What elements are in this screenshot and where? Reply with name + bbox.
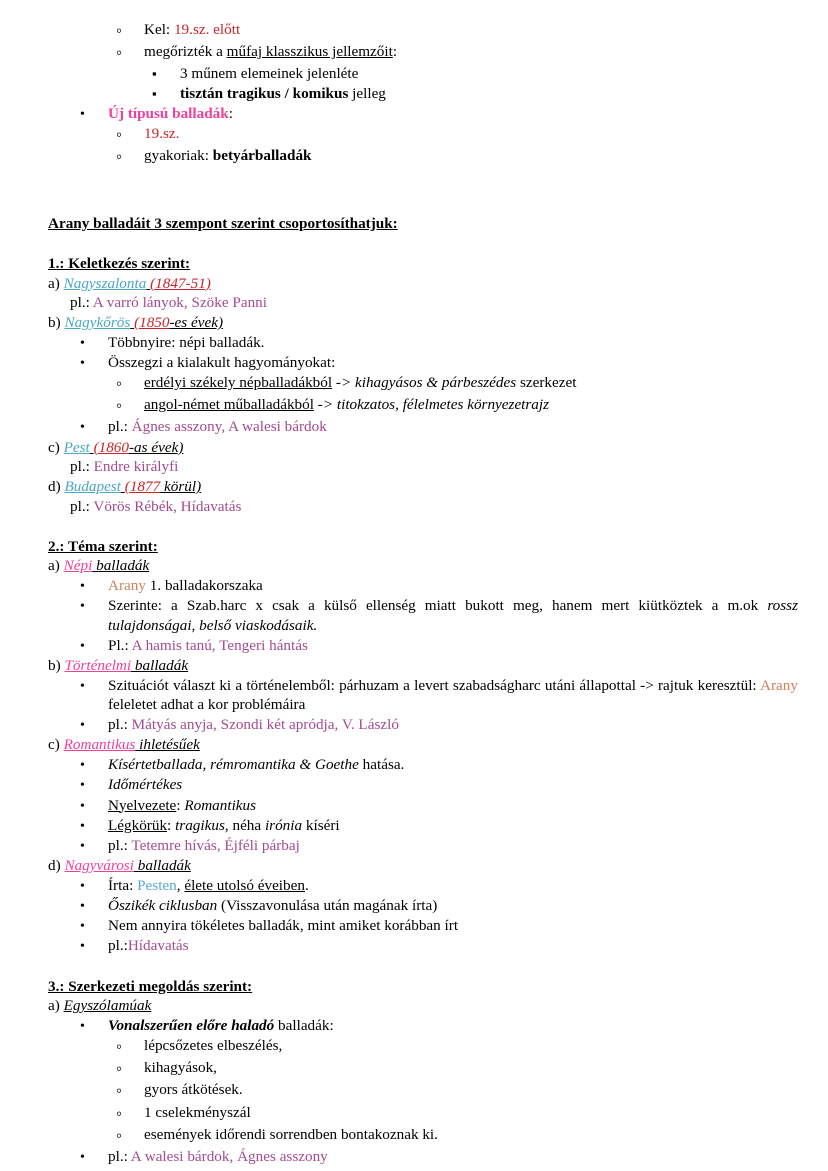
- author-name: Arany: [108, 577, 146, 595]
- disc-bullet-icon: [80, 916, 108, 936]
- place-name: Nagyszalonta: [63, 274, 147, 292]
- year-rest: -es évek): [169, 314, 224, 332]
- pl-label: Pl.:: [108, 636, 132, 654]
- pl-label: pl.:: [108, 716, 132, 734]
- list-item: [116, 373, 798, 395]
- pl-label: pl.:: [108, 836, 132, 854]
- list-item: [80, 353, 798, 373]
- bullet-text: Többnyire: népi balladák.: [108, 333, 265, 351]
- section1-item-d: [48, 477, 798, 497]
- pl-value: A hamis tanú, Tengeri hántás: [131, 636, 308, 654]
- bullet-rest: 1. balladakorszaka: [145, 577, 263, 595]
- main-heading: Arany balladáit 3 szempont szerint csoportosíthatjuk:: [48, 215, 398, 233]
- mood-label: Légkörük: [108, 816, 168, 834]
- year-rest: körül): [160, 478, 202, 496]
- disc-bullet-icon: [80, 836, 108, 856]
- section1-item-c: [48, 438, 798, 458]
- top-fragment: [48, 20, 798, 168]
- type-rest: balladák: [133, 857, 191, 875]
- spacer: [48, 957, 798, 977]
- sep: :: [176, 796, 185, 814]
- uj-item-2-bold: betyárballadák: [212, 146, 312, 164]
- section1-d-example: [70, 497, 798, 517]
- list-item: [116, 1058, 798, 1080]
- circle-bullet-icon: [116, 42, 144, 64]
- pl-label: pl.:: [70, 458, 94, 476]
- influence-italic: Kísértetballada, rémromantika & Goethe: [108, 756, 359, 774]
- megoriztek-prefix: megőrizték a: [144, 43, 227, 61]
- section2-heading: 2.: Téma szerint:: [48, 537, 158, 555]
- section1-a-example: [70, 293, 798, 313]
- language-value: Romantikus: [184, 796, 257, 814]
- marker: b): [48, 656, 61, 674]
- sub-item-2-rest: jelleg: [348, 84, 386, 102]
- section3-heading: 3.: Szerkezeti megoldás szerint:: [48, 977, 253, 995]
- megoriztek-underlined: műfaj klasszikus jellemzőit: [226, 43, 393, 61]
- section2-item-a: [48, 556, 798, 576]
- sub-item: gyors átkötések.: [144, 1081, 243, 1099]
- language-label: Nyelvezete: [108, 796, 177, 814]
- circle-bullet-icon: [116, 1125, 144, 1147]
- circle-bullet-icon: [116, 146, 144, 168]
- marker: a): [48, 274, 60, 292]
- kel-value: 19.sz. előtt: [173, 21, 241, 38]
- list-item: [80, 755, 798, 775]
- meter-italic: Időmértékes: [108, 776, 183, 794]
- sep: :: [167, 816, 176, 834]
- section1-heading: 1.: Keletkezés szerint:: [48, 254, 191, 272]
- long-post: feleletet adhat a kor problémáira: [108, 696, 306, 714]
- year-range: (1847-51): [150, 274, 211, 292]
- pl-value: Endre királyfi: [93, 458, 179, 476]
- disc-bullet-icon: [80, 596, 108, 616]
- place-name: Nagykőrös: [64, 314, 131, 332]
- type-rest: balladák: [92, 557, 150, 575]
- marker: d): [48, 857, 61, 875]
- long-pre: Szituációt választ ki a történelemből: párhuzam a levert szabadságharc utáni állapottal -> rajtuk keresztül:: [108, 676, 761, 694]
- marker: a): [48, 557, 60, 575]
- wrote-mid: ,: [176, 876, 185, 894]
- marker: a): [48, 997, 60, 1015]
- list-item: [152, 84, 798, 104]
- pl-value: Ágnes asszony, A walesi bárdok: [131, 418, 327, 436]
- section1-item-a: [48, 274, 798, 294]
- disc-bullet-icon: [80, 876, 108, 896]
- disc-bullet-icon: [80, 353, 108, 373]
- section3-item-a: [48, 996, 798, 1016]
- list-item: [116, 1036, 798, 1058]
- marker: d): [48, 478, 61, 496]
- bullet-text: Nem annyira tökéletes balladák, mint amiket korábban írt: [108, 917, 459, 935]
- list-item: [116, 1125, 798, 1147]
- author-name: Arany: [760, 676, 798, 694]
- list-item: [116, 1103, 798, 1125]
- disc-bullet-icon: [80, 104, 108, 124]
- bullet-text: Összegzi a kialakult hagyományokat:: [108, 354, 336, 371]
- circle-bullet-icon: [116, 1058, 144, 1080]
- list-item: [80, 916, 798, 936]
- structure-bold: Vonalszerűen előre haladó: [108, 1017, 275, 1035]
- pl-label: pl.:: [108, 418, 132, 436]
- cycle-italic: Őszikék ciklusban: [108, 897, 218, 914]
- disc-bullet-icon: [80, 676, 108, 696]
- type-name: Romantikus: [63, 736, 136, 754]
- square-bullet-icon: [152, 64, 180, 84]
- circle-bullet-icon: [116, 124, 144, 146]
- sub-item-1: 3 műnem elemeinek jelenléte: [180, 65, 359, 83]
- circle-bullet-icon: [116, 1080, 144, 1102]
- pl-value: A varró lányok, Szöke Panni: [92, 294, 268, 312]
- list-item: [116, 1080, 798, 1102]
- section1-item-b: [48, 313, 798, 333]
- disc-bullet-icon: [80, 775, 108, 795]
- place-name: Budapest: [64, 478, 121, 496]
- uj-item-1: 19.sz.: [144, 124, 180, 142]
- spacer: [48, 168, 798, 214]
- type-name: Történelmi: [64, 656, 132, 674]
- sub-item: lépcsőzetes elbeszélés,: [144, 1037, 283, 1055]
- pl-value: Hídavatás: [127, 937, 189, 955]
- type-name: Nagyvárosi: [64, 857, 134, 875]
- circle-bullet-icon: [116, 1036, 144, 1058]
- disc-bullet-icon: [80, 936, 108, 956]
- list-item: [80, 636, 798, 656]
- type-rest: ihletésűek: [135, 736, 200, 754]
- kel-label: Kel:: [144, 21, 171, 38]
- pl-value: Tetemre hívás, Éjféli párbaj: [131, 836, 300, 854]
- circle-bullet-icon: [116, 20, 144, 42]
- source-italic: kihagyásos & párbeszédes: [355, 374, 517, 392]
- list-item: [80, 816, 798, 836]
- mood-mid: , néha: [224, 816, 265, 834]
- pl-label: pl.:: [70, 294, 93, 312]
- disc-bullet-icon: [80, 896, 108, 916]
- year-rest: -as évek): [129, 438, 184, 456]
- list-item: [80, 576, 798, 596]
- section2-item-b: [48, 656, 798, 676]
- arrow: ->: [332, 374, 355, 392]
- list-item: [116, 146, 798, 168]
- long-text-italic: rossz tulajdonságai, belső viaskodásaik.: [108, 597, 798, 634]
- disc-bullet-icon: [80, 333, 108, 353]
- type-name: Népi: [63, 557, 93, 575]
- mood-tail: kíséri: [302, 816, 340, 834]
- sub-item: események időrendi sorrendben bontakoznak ki.: [144, 1125, 438, 1143]
- arrow: ->: [313, 396, 337, 414]
- mood-value-2: irónia: [264, 816, 303, 834]
- wrote-tail: .: [304, 876, 309, 894]
- spacer: [48, 517, 798, 537]
- section1-c-example: [70, 457, 798, 477]
- disc-bullet-icon: [80, 1016, 108, 1036]
- influence-rest: hatása.: [358, 756, 405, 774]
- uj-tipusu-heading: Új típusú balladák: [108, 104, 229, 122]
- sub-item: 1 cselekményszál: [144, 1103, 251, 1121]
- marker: b): [48, 314, 61, 332]
- sub-item-2-bold: tisztán tragikus / komikus: [180, 84, 349, 102]
- source-rest: szerkezet: [516, 374, 577, 392]
- disc-bullet-icon: [80, 1147, 108, 1167]
- disc-bullet-icon: [80, 796, 108, 816]
- list-item: [116, 395, 798, 417]
- disc-bullet-icon: [80, 816, 108, 836]
- type-rest: balladák: [131, 656, 189, 674]
- disc-bullet-icon: [80, 576, 108, 596]
- list-item: [80, 1147, 798, 1167]
- marker: c): [48, 736, 60, 754]
- structure-rest: balladák:: [274, 1017, 334, 1035]
- source-underlined: angol-német műballadákból: [144, 396, 314, 414]
- list-item: [80, 333, 798, 353]
- year: (1877: [124, 478, 161, 496]
- circle-bullet-icon: [116, 1103, 144, 1125]
- uj-tipusu-colon: :: [228, 104, 233, 122]
- cycle-rest: (Visszavonulása után magának írta): [217, 897, 438, 914]
- source-italic: titokzatos, félelmetes környezetrajz: [336, 396, 550, 414]
- list-item: [80, 417, 798, 437]
- long-text-pre: Szerinte: a Szab.harc x csak a külső ellenség miatt bukott meg, hanem mert kiütköztek a m.ok: [108, 597, 768, 615]
- list-item: [80, 896, 798, 916]
- pl-label: pl.:: [108, 1147, 131, 1165]
- list-item: [80, 936, 798, 956]
- structure-title: Egyszólamúak: [63, 997, 152, 1015]
- section2-item-d: [48, 856, 798, 876]
- pl-value: Vörös Rébék, Hídavatás: [93, 497, 242, 515]
- wrote-pre: Írta:: [108, 876, 138, 894]
- list-item: [80, 796, 798, 816]
- circle-bullet-icon: [116, 373, 144, 395]
- sub-item: kihagyások,: [144, 1059, 217, 1077]
- megoriztek-suffix: :: [392, 43, 398, 61]
- uj-item-2-label: gyakoriak:: [144, 146, 213, 164]
- pl-value: A walesi bárdok, Ágnes asszony: [130, 1147, 328, 1165]
- list-item: [152, 64, 798, 84]
- city-name: Pesten: [137, 876, 177, 894]
- place-name: Pest: [63, 438, 90, 456]
- disc-bullet-icon: [80, 417, 108, 437]
- year: (1860: [93, 438, 129, 456]
- list-item: [80, 876, 798, 896]
- list-item: [80, 676, 798, 716]
- disc-bullet-icon: [80, 636, 108, 656]
- list-item: [80, 836, 798, 856]
- spacer: [48, 234, 798, 254]
- list-item: [80, 715, 798, 735]
- list-item: [116, 20, 798, 42]
- list-item: [80, 775, 798, 795]
- list-item: [116, 124, 798, 146]
- disc-bullet-icon: [80, 755, 108, 775]
- pl-value: Mátyás anyja, Szondi két apródja, V. László: [131, 716, 399, 734]
- list-item: [80, 104, 798, 124]
- mood-value: tragikus: [175, 816, 225, 834]
- period-underlined: élete utolsó éveiben: [184, 876, 305, 894]
- source-underlined: erdélyi székely népballadákból: [144, 374, 333, 392]
- section2-item-c: [48, 735, 798, 755]
- list-item: [80, 1016, 798, 1036]
- marker: c): [48, 438, 60, 456]
- list-item: [80, 596, 798, 636]
- disc-bullet-icon: [80, 715, 108, 735]
- square-bullet-icon: [152, 84, 180, 104]
- list-item: [116, 42, 798, 64]
- pl-label: pl.:: [70, 497, 94, 515]
- circle-bullet-icon: [116, 395, 144, 417]
- pl-label: pl.:: [108, 937, 128, 955]
- year: (1850: [134, 314, 170, 332]
